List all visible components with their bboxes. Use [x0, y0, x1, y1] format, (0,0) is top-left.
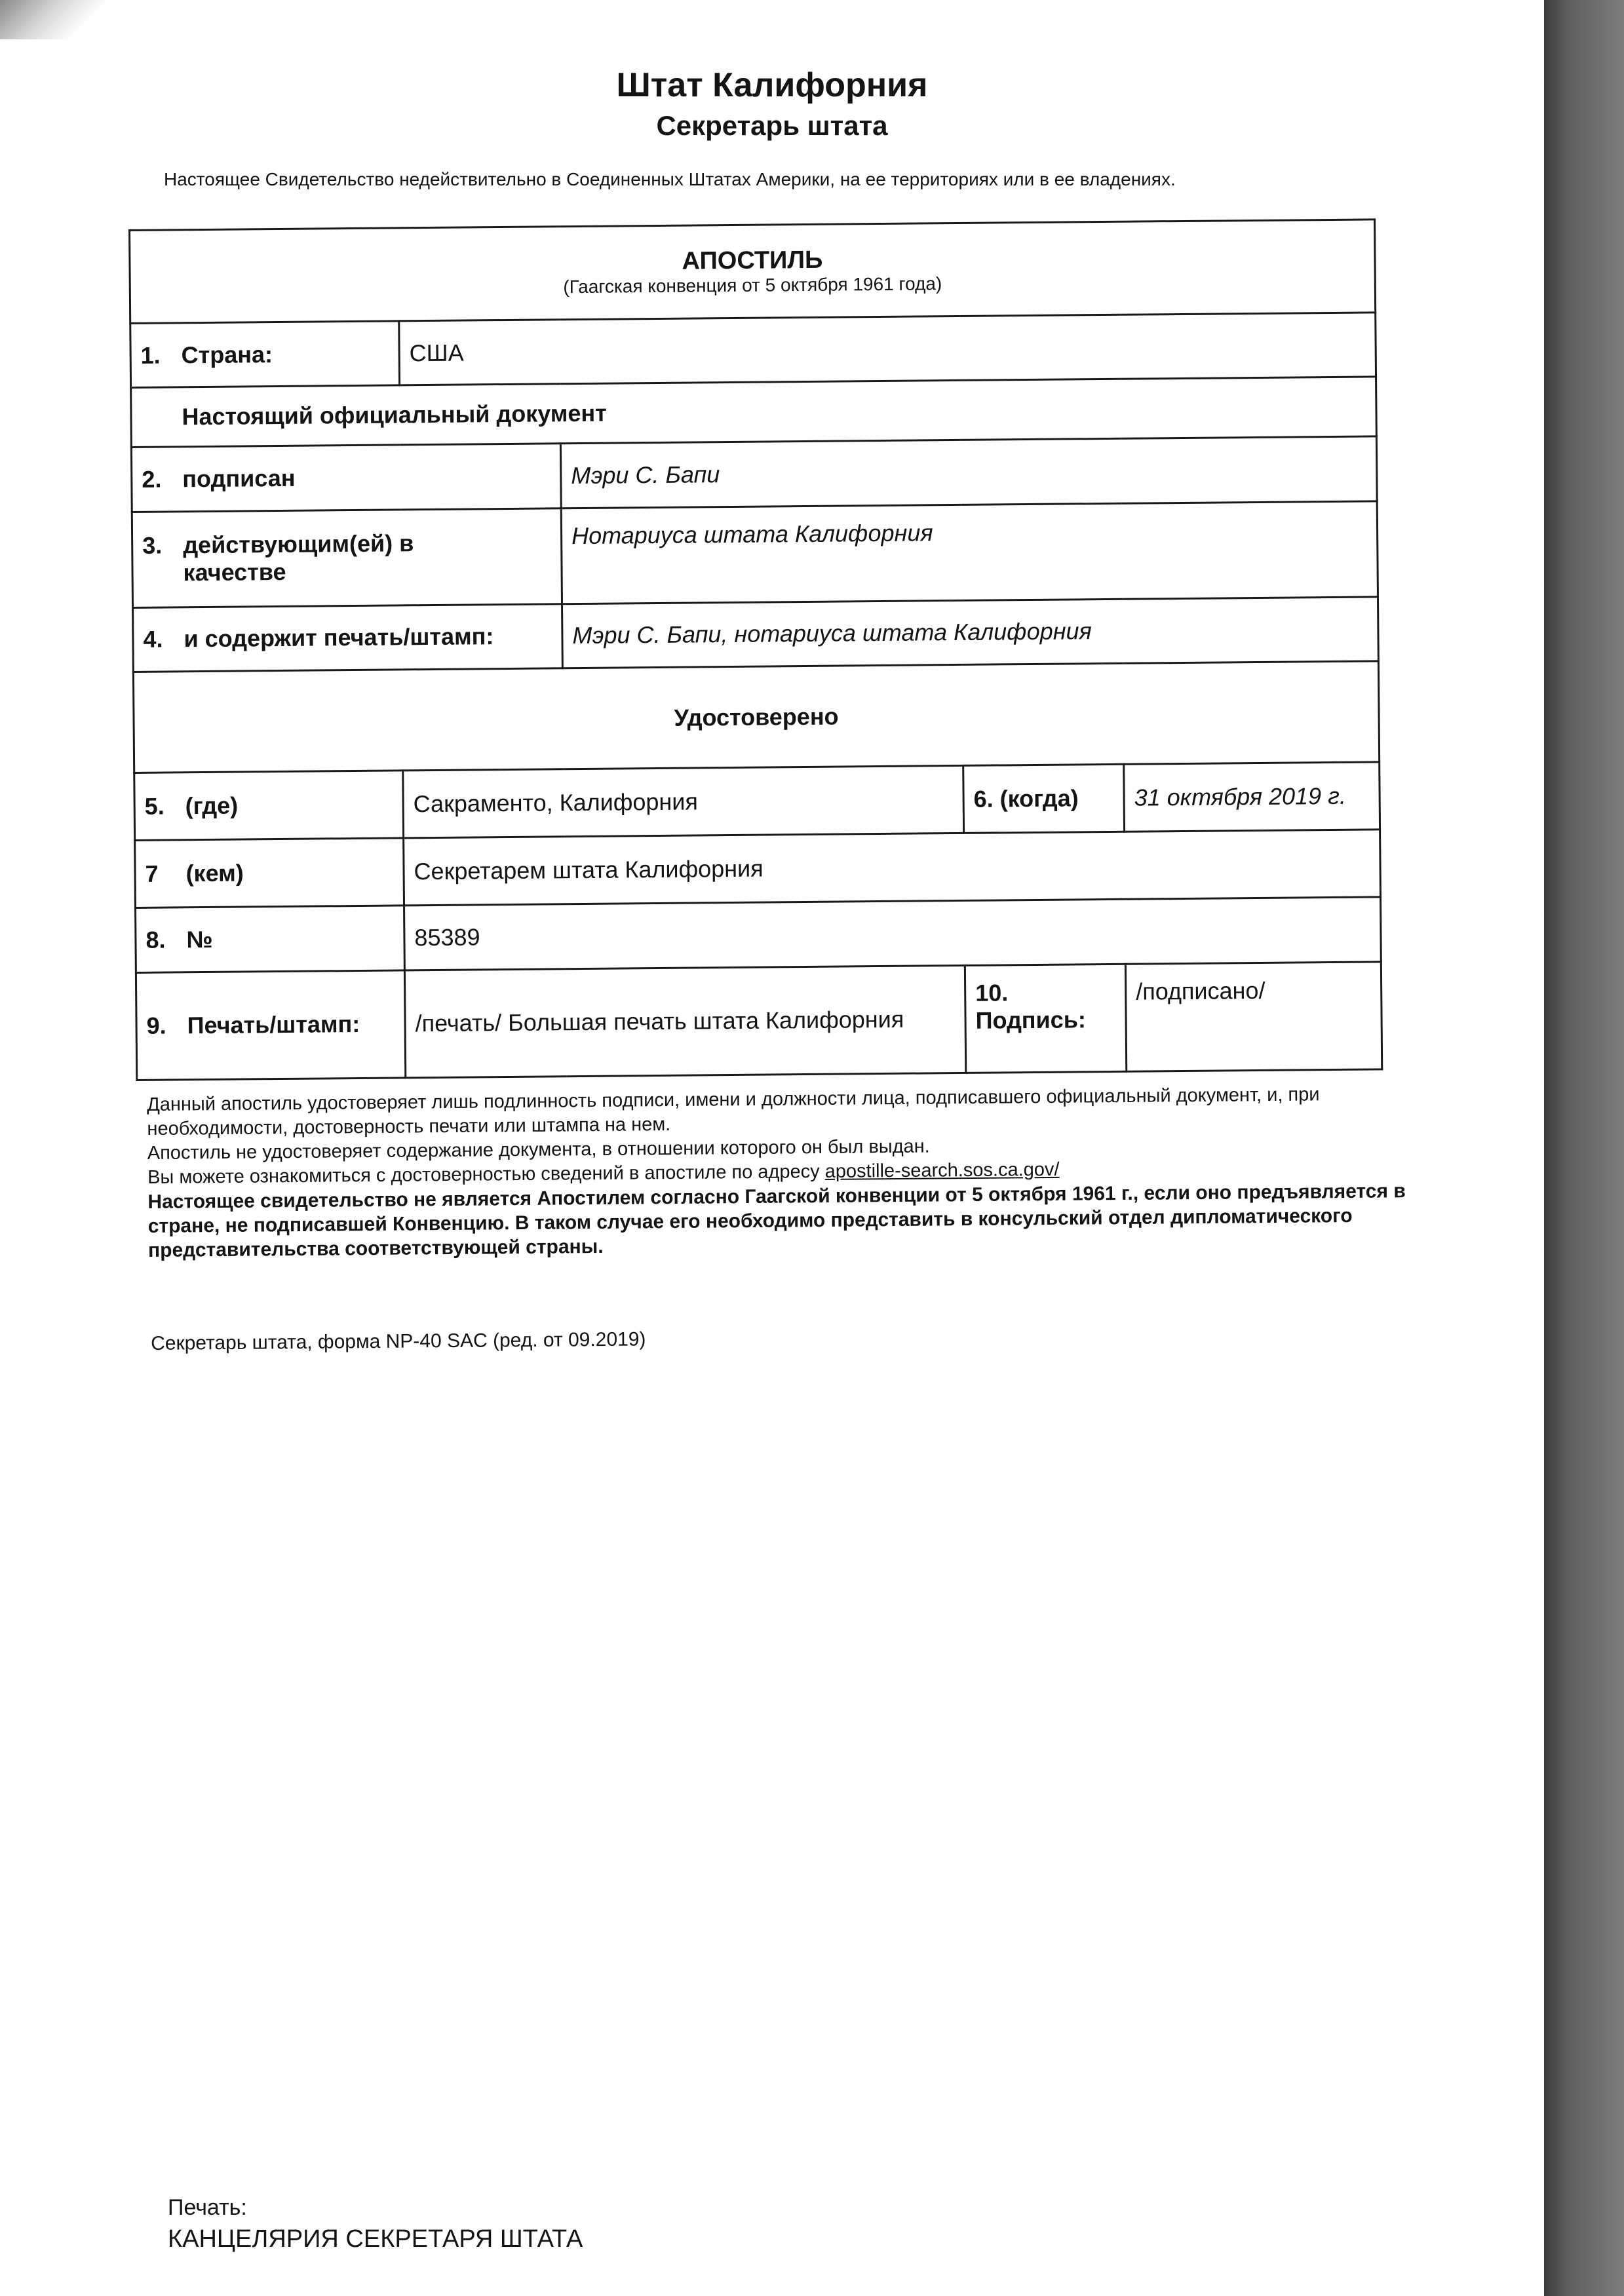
- certificate-number-value: 85389: [404, 897, 1382, 970]
- row-number: 2.: [142, 465, 162, 493]
- number-label-cell: [136, 906, 405, 972]
- date-label: 6. (когда): [963, 765, 1125, 833]
- signed-value: Мэри С. Бапи: [560, 436, 1377, 508]
- apostille-header-row: [130, 220, 1376, 323]
- footnote-link-intro: Вы можете ознакомиться с достоверностью сведений в апостиле по адресу: [147, 1161, 820, 1188]
- row-number: 3.: [142, 531, 163, 559]
- row-section-certified: [133, 661, 1379, 773]
- document-title: Штат Калифорния: [616, 66, 928, 104]
- signature-value: /подписано/: [1125, 961, 1382, 1071]
- row-place-date: [134, 762, 1380, 840]
- issuer-value: Секретарем штата Калифорния: [404, 830, 1381, 906]
- stamp-caption: Печать:: [168, 2195, 247, 2220]
- seal-label-cell: [133, 603, 563, 672]
- row-number: 7: [145, 860, 159, 887]
- apostille-search-link[interactable]: apostille-search.sos.ca.gov/: [824, 1158, 1060, 1182]
- footnote-line-2: Апостиль не удостоверяет содержание документа, в отношении которого он был выдан.: [147, 1136, 930, 1164]
- section-certified-heading: Удостоверено: [133, 661, 1379, 773]
- apostille-subheading: (Гаагская конвенция от 5 октября 1961 года): [563, 273, 942, 297]
- row-number: 9.: [146, 1012, 166, 1040]
- footnote-bold-warning: Настоящее свидетельство не является Апостилем согласно Гаагской конвенции от 5 октября 1961 г., если оно предъявляется в стране, не подписавшей Конвенцию. В таком случае его необходимо представить в консульский отдел дипломатического представительства соответствующей страны.: [147, 1180, 1406, 1261]
- stamp-label-cell: [136, 970, 405, 1080]
- number-label: №: [186, 925, 213, 953]
- signed-label: подписан: [182, 464, 296, 493]
- validity-notice: Настоящее Свидетельство недействительно в Соединенных Штатах Америки, на ее территориях или в ее владениях.: [164, 169, 1176, 189]
- stamp-text: КАНЦЕЛЯРИЯ СЕКРЕТАРЯ ШТАТА: [168, 2225, 583, 2253]
- row-capacity: [132, 501, 1378, 607]
- issuer-label: (кем): [185, 859, 244, 887]
- date-value: 31 октября 2019 г.: [1124, 762, 1380, 832]
- seal-label: и содержит печать/штамп:: [184, 622, 494, 653]
- row-number-field: [136, 897, 1382, 972]
- capacity-label-cell: [132, 508, 562, 607]
- signature-label: 10. Подпись:: [965, 964, 1126, 1073]
- country-value: США: [399, 313, 1376, 386]
- capacity-label-line2: качестве: [183, 558, 286, 586]
- stamp-value: /печать/ Большая печать штата Калифорния: [404, 965, 965, 1078]
- scan-shadow: [0, 0, 118, 39]
- footnote-line-1: Данный апостиль удостоверяет лишь подлинность подписи, имени и должности лица, подписавшего официальный документ, и, при необходимости, достоверность печати или штампа на нем.: [147, 1084, 1320, 1139]
- row-number: 4.: [143, 625, 163, 653]
- capacity-value: Нотариуса штата Калифорния: [561, 501, 1378, 603]
- apostille-table: [128, 218, 1383, 1081]
- footnote-block: [147, 1082, 1426, 1263]
- stamp-label: Печать/штамп:: [187, 1010, 360, 1039]
- row-signed-by: [131, 436, 1377, 512]
- row-number: 5.: [144, 792, 164, 820]
- seal-value: Мэри С. Бапи, нотариуса штата Калифорния: [562, 596, 1379, 668]
- row-issued-by: [135, 830, 1381, 908]
- issuer-label-cell: [135, 838, 404, 908]
- country-label: Страна:: [181, 340, 273, 368]
- country-label-cell: [130, 321, 400, 388]
- capacity-label-line1: действующим(ей) в: [183, 529, 414, 559]
- row-stamp-signature: [136, 961, 1382, 1080]
- apostille-header-cell: [130, 220, 1376, 323]
- place-value: Сакраменто, Калифорния: [403, 766, 964, 838]
- row-seal: [133, 596, 1379, 672]
- place-label-cell: [134, 771, 404, 840]
- place-label: (где): [185, 792, 239, 820]
- document-subtitle: Секретарь штата: [656, 110, 888, 141]
- row-number: 1.: [140, 341, 161, 369]
- apostille-heading: АПОСТИЛЬ: [682, 246, 823, 275]
- scan-edge: [1544, 0, 1624, 2296]
- form-identifier: Секретарь штата, форма NP-40 SAC (ред. от 09.2019): [151, 1328, 646, 1354]
- signed-label-cell: [131, 444, 561, 512]
- section-document-heading: Настоящий официальный документ: [131, 377, 1377, 447]
- row-country: [130, 313, 1376, 388]
- row-number: 8.: [145, 926, 166, 953]
- row-section-document: [131, 377, 1377, 447]
